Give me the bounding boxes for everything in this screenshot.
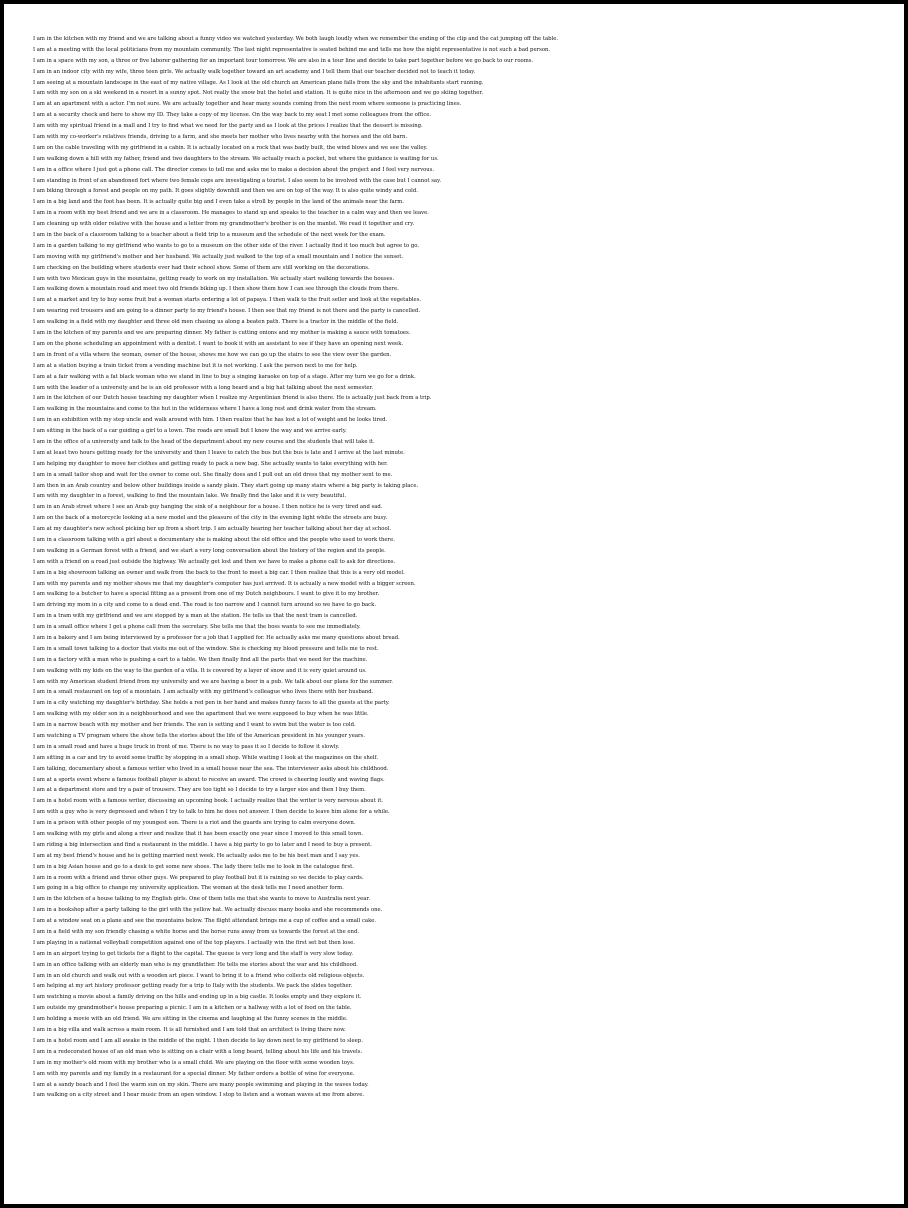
- text-line: I am then in an Arab country and below other buildings inside a sandy plain. They start going up many stairs where a big party is taking place.: [33, 482, 419, 489]
- text-line: I am helping at my art history professor getting ready for a trip to Italy with the students. We pack the slides together.: [33, 983, 353, 990]
- text-line: I am with a friend on a road just outside the highway. We actually get lost and then we have to make a phone call to ask for directions.: [33, 558, 396, 565]
- text-line: I am biking through a forest and people on my path. It goes slightly downhill and then we are on top of the way. It is also quite windy and cold.: [33, 188, 418, 195]
- text-line: I am with my spiritual friend in a mall and I try to find what we need for the party and as I look at the prices I realize that the dessert is missing.: [33, 123, 423, 130]
- text-line: I am with my son on a ski weekend in a resort in a sunny spot. Not really the snow but the hotel and station. It is quite nice in the afternoon and we go skiing together.: [33, 90, 484, 97]
- text-line: I am in a space with my son, a three or five laborer gathering for an important tour tomorrow. We are also in a tour line and decide to take part together before we go back to our rooms.: [33, 57, 534, 64]
- text-line: I am in an airport trying to get tickets for a flight to the capital. The queue is very long and the staff is very slow today.: [33, 950, 354, 957]
- text-line: I am at a sports event where a famous football player is about to receive an award. The crowd is cheering loudly and waving flags.: [33, 776, 385, 783]
- text-line: I am with two Mexican guys in the mountains, getting ready to work on my installation. We actually start walking towards the houses.: [33, 275, 395, 282]
- text-line: I am in the kitchen of a house talking to my English girls. One of them tells me that she wants to move to Australia next year.: [33, 896, 371, 903]
- text-line: I am walking down a hill with my father, friend and two daughters to the stream. We actually reach a pocket, but where the guidance is waiting for us.: [33, 155, 439, 162]
- text-line: I am playing in a national volleyball competition against one of the top players. I actually win the first set but then lose.: [33, 939, 355, 946]
- text-line: I am in the kitchen of my parents and we are preparing dinner. My father is cutting onions and my mother is making a sauce with tomatoes.: [33, 330, 411, 337]
- text-line: I am in the kitchen with my friend and we are talking about a funny video we watched yesterday. We both laugh loudly when we remember the ending of the clip and the cat jumping off the table.: [33, 36, 559, 42]
- text-line: I am in an Arab street where I see an Arab guy hanging the sink of a neighbour for a house. I then notice he is very tired and sad.: [33, 504, 383, 511]
- text-line: I am sitting in the back of a car guiding a girl to a town. The roads are small but I know the way and we arrive early.: [33, 428, 347, 435]
- text-line: I am walking with my girls and along a river and realize that it has been exactly one year since I moved to this small town.: [33, 831, 364, 838]
- text-line: I am riding a big intersection and find a restaurant in the middle. I have a big party to go to later and I need to buy a present.: [33, 841, 372, 848]
- text-line: I am in a hotel room and I am all awake in the middle of the night. I then decide to lay down next to my girlfriend to sleep.: [33, 1037, 363, 1044]
- text-line: I am walking with my kids on the way to the garden of a villa. It is covered by a layer of snow and it is very quiet around us.: [33, 667, 367, 674]
- text-line: I am with a guy who is very depressed and when I try to talk to him he does not answer. I then decide to leave him alone for a while.: [33, 809, 390, 816]
- text-line: I am on the cable traveling with my girlfriend in a cabin. It is actually located on a rock that was badly built, the wind blows and we see the valley.: [33, 144, 428, 151]
- text-line: I am in front of a villa where the woman, owner of the house, shows me how we can go up the stairs to see the view over the garden.: [33, 351, 392, 358]
- text-line: I am in a office where I just got a phone call. The director comes to tell me and asks me to make a decision about the project and I feel very nervous.: [33, 166, 435, 173]
- text-line: I am with my parents and my mother shows me that my daughter's computer has just arrived. It is actually a new model with a bigger screen.: [33, 580, 416, 587]
- text-line: I am outside my grandmother's house preparing a picnic. I am in a kitchen or a hallway with a lot of food on the table.: [33, 1005, 352, 1012]
- text-line: I am at my best friend's house and he is getting married next week. He actually asks me to be his best man and I say yes.: [33, 852, 360, 859]
- text-line: I am in a big land and the foot has been. It is actually quite big and I even take a stroll by people in the land of the animals near the farm.: [33, 199, 404, 206]
- text-line: I am wearing red trousers and am going to a dinner party to my friend's house. I then see that my friend is not there and the party is cancelled.: [33, 308, 421, 315]
- text-line: I am in a small town talking to a doctor that visits me out of the window. She is checking my blood pressure and tells me to rest.: [33, 645, 379, 652]
- text-line: I am in the back of a classroom talking to a teacher about a field trip to a museum and the schedule of the next week for the exam.: [33, 232, 386, 239]
- text-line: I am in an exhibition with my step uncle and walk around with him. I then realize that he has lost a lot of weight and he looks tired.: [33, 417, 388, 424]
- text-line: I am with the leader of a university and he is an old professor with a long beard and a big hat talking about the next semester.: [33, 384, 374, 391]
- dream-log-text: [33, 34, 876, 1101]
- text-line: I am walking with my older son in a neighbourhood and see the apartment that we were supposed to buy when he was little.: [33, 711, 369, 718]
- text-line: I am at my daughter's new school picking her up from a short trip. I am actually hearing her teacher talking about her day at school.: [33, 526, 392, 533]
- text-line: I am walking in a field with my daughter and three old men chasing us along a beaten path. There is a tractor in the middle of the field.: [33, 319, 399, 326]
- text-line: I am in a small office where I get a phone call from the secretary. She tells me that the boss wants to see me immediately.: [33, 624, 361, 631]
- text-line: I am watching a TV program where the show tells the stories about the life of the American president in his younger years.: [33, 733, 365, 739]
- text-line: I am in a room with a friend and three other guys. We prepared to play football but it is raining so we decide to play cards.: [33, 874, 364, 881]
- text-line: I am in an office talking with an elderly man who is my grandfather. He tells me stories about the war and his childhood.: [33, 961, 358, 968]
- text-line: I am holding a movie with an old friend. We are sitting in the cinema and laughing at the funny scenes in the middle.: [33, 1016, 348, 1023]
- text-line: I am in my mother's old room with my brother who is a small child. We are playing on the floor with some wooden toys.: [33, 1059, 355, 1066]
- text-line: I am sitting in a car and try to avoid some traffic by stopping in a small shop. While waiting I look at the magazines on the shelf.: [33, 754, 379, 761]
- text-line: I am in a redecorated house of an old man who is sitting on a chair with a long beard, telling about his life and his travels.: [33, 1048, 363, 1055]
- text-line: I am in a small tailor shop and wait for the owner to come out. She finally does and I pull out an old dress that my mother sent to me.: [33, 471, 393, 478]
- text-line: I am at a meeting with the local politicians from my mountain community. The last night representative is seated behind me and tells me how the night representative is not such a bad person.: [33, 46, 551, 53]
- text-line: I am at an apartment with a actor. I'm not sure. We are actually together and hear many sounds coming from the next room where someone is practicing lines.: [33, 101, 462, 108]
- text-line: I am in a big Asian house and go to a desk to get some new shoes. The lady there tells me to look in the catalogue first.: [33, 863, 354, 870]
- text-line: I am in a room with my best friend and we are in a classroom. He manages to stand up and speaks to the teacher in a calm way and then we leave.: [33, 210, 429, 217]
- text-line: I am with my American student friend from my university and we are having a beer in a pub. We talk about our plans for the summer.: [33, 678, 393, 685]
- text-line: I am at least two hours getting ready for the university and then I leave to catch the bus but the bus is late and I arrive at the last minute.: [33, 449, 405, 456]
- text-line: I am at a fair walking with a fat black woman who we stand in line to buy a singing karaoke on top of a stage. After my turn we go for a drink.: [33, 373, 416, 380]
- text-line: I am at a department store and try a pair of trousers. They are too tight so I decide to try a larger size and then I buy them.: [33, 787, 366, 794]
- text-line: I am driving my mom in a city and come to a dead end. The road is too narrow and I cannot turn around so we have to go back.: [33, 602, 377, 609]
- text-line: I am with my parents and my family in a restaurant for a special dinner. My father orders a bottle of wine for everyone.: [33, 1070, 355, 1077]
- text-line: I am moving with my girlfriend's mother and her husband. We actually just walked to the top of a small mountain and I notice the sunset.: [33, 253, 404, 260]
- text-line: I am in the kitchen of our Dutch house teaching my daughter when I realize my Argentinian friend is also there. He is actually just back from a trip.: [33, 395, 432, 402]
- text-line: I am at a sandy beach and I feel the warm sun on my skin. There are many people swimming and playing in the waves today.: [33, 1081, 369, 1088]
- text-line: I am walking in a German forest with a friend, and we start a very long conversation about the history of the region and its people.: [33, 547, 386, 554]
- text-line: I am cleaning up with older relative with the house and a letter from my grandmother's brother is on the mantel. We read it together and cry.: [33, 221, 415, 228]
- text-line: I am in a big showroom talking an owner and walk from the back to the front to meet a big car. I then realize that this is a very old model.: [33, 569, 405, 576]
- text-line: I am in a factory with a man who is pushing a cart to a table. We then finally find all the parts that we need for the machine.: [33, 656, 368, 663]
- text-line: I am in an indoor city with my wife, three teen girls. We actually walk together toward an art academy and I tell them that our teacher decided not to teach it today.: [33, 68, 476, 75]
- text-line: I am helping my daughter to move her clothes and getting ready to pack a new bag. She actually wants to take everything with her.: [33, 460, 388, 467]
- text-line: I am walking to a butcher to have a special fitting as a present from one of my Dutch neighbours. I want to give it to my brother.: [33, 591, 380, 598]
- text-line: I am checking on the building where students ever had their school show. Some of them are still working on the decorations.: [33, 264, 370, 271]
- text-line: I am with my co-worker's relatives friends, driving to a farm, and she meets her mother who lives nearby with the horses and the old barn.: [33, 134, 408, 141]
- text-line: I am going in a big office to change my university application. The woman at the desk tells me I need another form.: [33, 885, 344, 892]
- text-line: I am at a security check and here to show my ID. They take a copy of my license. On the way back to my seat I met some colleagues from the office.: [33, 112, 432, 119]
- text-line: I am walking down a mountain road and meet two old friends biking up. I then show them how I can see through the clouds from there.: [33, 286, 399, 293]
- text-line: I am watching a movie about a family driving on the hills and ending up in a big castle. It looks empty and they explore it.: [33, 994, 362, 1001]
- text-line: I am in a tram with my girlfriend and we are stopped by a man at the station. He tells us that the next tram is cancelled.: [33, 613, 358, 620]
- text-line: I am talking, documentary about a famous writer who lived in a small house near the sea. The interviewer asks about his childhood.: [33, 765, 389, 772]
- text-line: I am at a station buying a train ticket from a vending machine but it is not working. I ask the person next to me for help.: [33, 362, 358, 369]
- text-line: I am in a garden talking to my girlfriend who wants to go to a museum on the other side of the river. I actually find it too much but agree to go.: [33, 242, 420, 249]
- text-line: I am in a small restaurant on top of a mountain. I am actually with my girlfriend's colleague who lives there with her husband.: [33, 689, 374, 696]
- text-line: I am in a bookshop after a party talking to the girl with the yellow hat. We actually discuss many books and she recommends one.: [33, 907, 383, 914]
- document-page: [4, 4, 904, 1204]
- text-line: I am walking on a city street and I hear music from an open window. I stop to listen and a woman waves at me from above.: [33, 1092, 365, 1099]
- text-line: I am in a narrow beach with my mother and her friends. The sun is setting and I want to swim but the water is too cold.: [33, 722, 356, 729]
- text-line: I am in a small road and have a huge truck in front of me. There is no way to pass it so I decide to follow it slowly.: [33, 743, 340, 750]
- text-line: I am in a classroom talking with a girl about a documentary she is making about the old office and the people who used to work there.: [33, 536, 395, 543]
- text-line: I am with my daughter in a forest, walking to find the mountain lake. We finally find the lake and it is very beautiful.: [33, 493, 347, 500]
- text-line: I am seeing at a mountain landscape in the east of my native village. As I look at the old church an American plane falls from the sky and the inhabitants start running.: [33, 79, 484, 86]
- text-line: I am on the back of a motorcycle looking at a new model and the pleasure of the city in the evening light while the streets are busy.: [33, 515, 388, 522]
- text-line: I am in the office of a university and talk to the head of the department about my new course and the students that will take it.: [33, 438, 375, 445]
- text-line: I am in a big villa and walk across a main room. It is all furnished and I am told that an architect is living there now.: [33, 1027, 346, 1034]
- text-line: I am in a bakery and I am being interviewed by a professor for a job that I applied for. He actually asks me many questions about bread.: [33, 634, 400, 641]
- text-line: I am on the phone scheduling an appointment with a dentist. I want to book it with an assistant to see if they have an opening next week.: [33, 340, 404, 347]
- text-line: I am walking in the mountains and come to the hut in the wilderness where I have a long rest and drink water from the stream.: [33, 406, 377, 413]
- text-line: I am at a market and try to buy some fruit but a woman starts ordering a lot of papaya. I then walk to the fruit seller and look at the vegetables.: [33, 297, 422, 304]
- text-line: I am in a hotel room with a famous writer, discussing an upcoming book. I actually realize that the writer is very nervous about it.: [33, 798, 384, 805]
- text-line: I am in a city watching my daughter's birthday. She holds a red pen in her hand and makes funny faces to all the guests at the party.: [33, 700, 390, 707]
- text-line: I am at a window seat on a plane and see the mountains below. The flight attendant brings me a cup of coffee and a small cake.: [33, 918, 377, 925]
- text-line: I am in an old church and walk out with a wooden art piece. I want to bring it to a friend who collects old religious objects.: [33, 972, 365, 979]
- text-line: I am in a prison with other people of my youngest son. There is a riot and the guards are trying to calm everyone down.: [33, 820, 356, 827]
- text-line: I am standing in front of an abandoned fort where two female cops are investigating a tourist. I also seem to be involved with the case but I cannot say.: [33, 177, 442, 184]
- text-line: I am in a field with my son friendly chasing a white horse and the horse runs away from us towards the forest at the end.: [33, 929, 360, 936]
